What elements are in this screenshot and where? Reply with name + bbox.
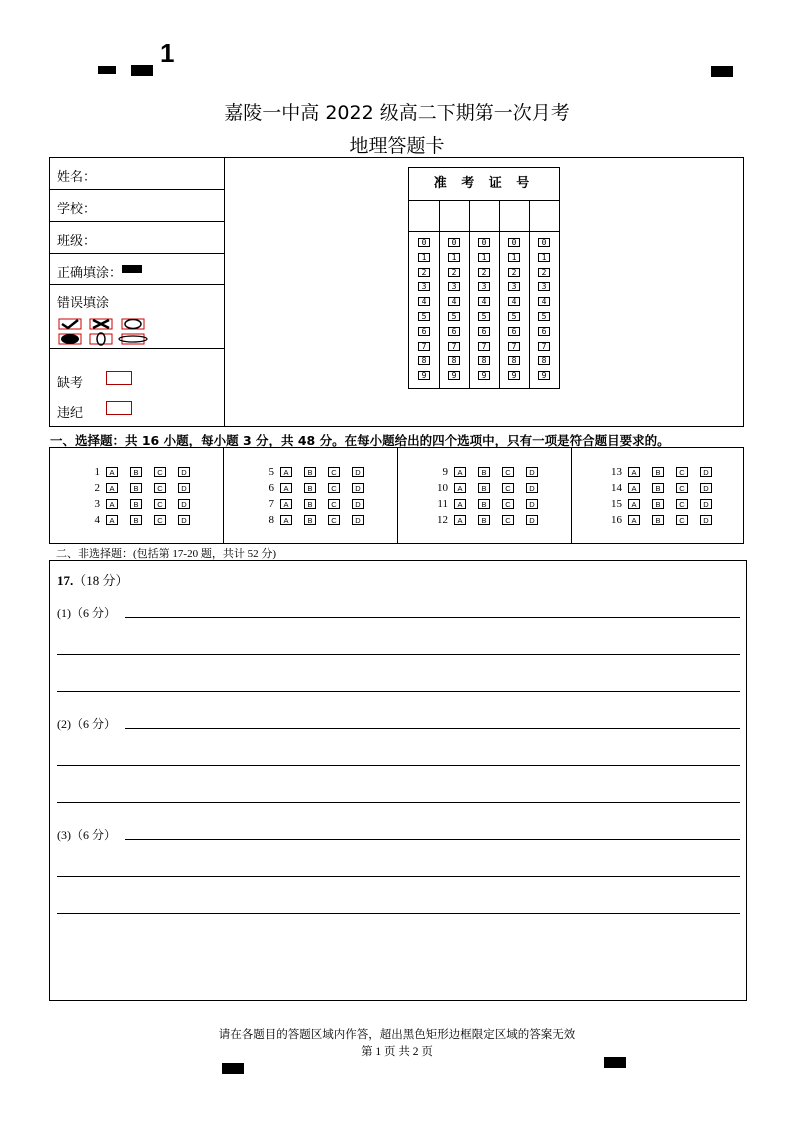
section1-title: 一、选择题：共 16 小题，每小题 3 分，共 48 分。在每小题给出的四个选项中，只有一项是符合题目要求的。 xyxy=(50,433,670,448)
student-info-box xyxy=(49,157,744,427)
registration-mark xyxy=(222,1063,244,1074)
mc-question xyxy=(437,482,544,495)
mc-option-bubble[interactable]: D xyxy=(178,499,190,509)
question-number: 17. xyxy=(57,573,74,588)
exam-id-digit-bubble[interactable]: 0 xyxy=(448,238,460,247)
mc-question-number: 16 xyxy=(611,514,622,526)
mc-option-bubble[interactable]: A xyxy=(280,483,292,493)
exam-id-digit-bubble[interactable]: 7 xyxy=(448,342,460,351)
mc-option-bubble[interactable]: A xyxy=(106,499,118,509)
divider xyxy=(571,448,572,543)
exam-id-digit-bubble[interactable]: 0 xyxy=(538,238,550,247)
exam-id-digit-bubble[interactable]: 4 xyxy=(478,297,490,306)
exam-id-digit-bubble[interactable]: 2 xyxy=(478,268,490,277)
exam-id-digit-bubble[interactable]: 5 xyxy=(418,312,430,321)
exam-id-digit-bubble[interactable]: 7 xyxy=(508,342,520,351)
mc-option-bubble[interactable]: B xyxy=(652,467,664,477)
mc-option-bubble[interactable]: B xyxy=(304,467,316,477)
mc-question-number: 7 xyxy=(268,498,274,510)
mc-option-bubble[interactable]: C xyxy=(154,483,166,493)
mc-option-bubble[interactable]: A xyxy=(628,515,640,525)
exam-id-digit-bubble[interactable]: 7 xyxy=(478,342,490,351)
school-label: 学校： xyxy=(57,202,97,217)
exam-id-write-cell[interactable] xyxy=(499,200,529,232)
exam-id-columns xyxy=(409,200,559,388)
exam-id-column xyxy=(469,200,500,388)
answer-line[interactable] xyxy=(125,839,740,840)
exam-id-digit-bubble[interactable]: 9 xyxy=(478,371,490,380)
name-label: 姓名： xyxy=(57,170,97,185)
mc-question-number: 14 xyxy=(611,482,622,494)
mc-option-bubble[interactable]: C xyxy=(676,467,688,477)
mc-option-bubble[interactable]: B xyxy=(130,515,142,525)
exam-id-digit-bubble[interactable]: 1 xyxy=(418,253,430,262)
mc-option-bubble[interactable]: C xyxy=(502,515,514,525)
mc-question xyxy=(611,466,718,479)
mc-option-bubble[interactable]: B xyxy=(304,483,316,493)
exam-id-digit-bubble[interactable]: 0 xyxy=(508,238,520,247)
exam-id-digit-bubble[interactable]: 5 xyxy=(538,312,550,321)
wrong-fill-examples-icon xyxy=(58,317,158,347)
mc-option-bubble[interactable]: D xyxy=(352,483,364,493)
exam-id-write-cell[interactable] xyxy=(409,200,439,232)
exam-id-digit-bubble[interactable]: 3 xyxy=(478,282,490,291)
mc-question-number: 15 xyxy=(611,498,622,510)
mc-option-bubble[interactable]: A xyxy=(454,483,466,493)
mc-option-bubble[interactable]: D xyxy=(700,467,712,477)
mc-question xyxy=(94,498,196,511)
exam-id-column xyxy=(439,200,470,388)
exam-id-digit-bubble[interactable]: 8 xyxy=(538,356,550,365)
exam-id-digit-bubble[interactable]: 1 xyxy=(508,253,520,262)
mc-option-bubble[interactable]: D xyxy=(178,483,190,493)
mc-option-bubble[interactable]: D xyxy=(700,515,712,525)
exam-id-column xyxy=(529,200,559,388)
registration-mark xyxy=(131,65,153,76)
mc-question-number: 13 xyxy=(611,466,622,478)
mc-question xyxy=(442,466,544,479)
exam-id-digit-bubble[interactable]: 8 xyxy=(508,356,520,365)
exam-id-digit-bubble[interactable]: 0 xyxy=(418,238,430,247)
mc-question-number: 10 xyxy=(437,482,448,494)
exam-id-digit-bubble[interactable]: 5 xyxy=(508,312,520,321)
exam-id-digit-bubble[interactable]: 1 xyxy=(538,253,550,262)
exam-id-digit-bubble[interactable]: 0 xyxy=(478,238,490,247)
mc-question-number: 8 xyxy=(268,514,274,526)
mc-option-bubble[interactable]: A xyxy=(106,515,118,525)
mc-option-bubble[interactable]: C xyxy=(502,467,514,477)
class-field[interactable] xyxy=(50,222,224,254)
mc-question-number: 12 xyxy=(437,514,448,526)
wrong-fill-row xyxy=(50,285,224,349)
mc-option-bubble[interactable]: A xyxy=(628,467,640,477)
mc-question-number: 9 xyxy=(442,466,448,478)
sheet-subtitle: 地理答题卡 xyxy=(349,135,445,157)
footer-page: 第 1 页 共 2 页 xyxy=(361,1046,433,1058)
exam-id-digit-bubble[interactable]: 1 xyxy=(448,253,460,262)
exam-id-digit-bubble[interactable]: 8 xyxy=(448,356,460,365)
mc-option-bubble[interactable]: D xyxy=(700,499,712,509)
mc-option-bubble[interactable]: A xyxy=(280,467,292,477)
divider xyxy=(397,448,398,543)
mc-option-bubble[interactable]: D xyxy=(526,467,538,477)
mc-question xyxy=(268,514,370,527)
mc-option-bubble[interactable]: D xyxy=(526,515,538,525)
exam-id-write-cell[interactable] xyxy=(529,200,559,232)
page-number-mark: 1 xyxy=(160,38,175,68)
mc-option-bubble[interactable]: C xyxy=(676,515,688,525)
divider xyxy=(223,448,224,543)
wrong-fill-label: 错误填涂 xyxy=(57,296,110,311)
mc-option-bubble[interactable]: A xyxy=(280,515,292,525)
filled-bubble-example xyxy=(122,265,142,273)
exam-id-digit-bubble[interactable]: 6 xyxy=(448,327,460,336)
correct-fill-label: 正确填涂： xyxy=(57,266,123,281)
exam-id-digit-bubble[interactable]: 6 xyxy=(508,327,520,336)
exam-id-digit-bubble[interactable]: 2 xyxy=(448,268,460,277)
mc-option-bubble[interactable]: D xyxy=(526,499,538,509)
answer-line[interactable] xyxy=(57,802,740,803)
exam-id-digit-bubble[interactable]: 6 xyxy=(418,327,430,336)
mc-option-bubble[interactable]: C xyxy=(502,483,514,493)
mc-option-bubble[interactable]: B xyxy=(304,499,316,509)
mc-option-bubble[interactable]: B xyxy=(478,483,490,493)
mc-question xyxy=(268,498,370,511)
absent-checkbox[interactable] xyxy=(106,371,132,385)
mc-option-bubble[interactable]: D xyxy=(352,515,364,525)
mc-question xyxy=(94,466,196,479)
footer-note: 请在各题目的答题区域内作答，超出黑色矩形边框限定区域的答案无效 xyxy=(218,1029,576,1041)
mc-option-bubble[interactable]: C xyxy=(154,515,166,525)
answer-line[interactable] xyxy=(57,913,740,914)
mc-option-bubble[interactable]: A xyxy=(106,483,118,493)
mc-option-bubble[interactable]: C xyxy=(328,483,340,493)
multiple-choice-box xyxy=(49,447,744,544)
absent-violation-area xyxy=(50,349,224,426)
question-17-answer-box xyxy=(49,560,747,1001)
mc-question xyxy=(268,466,370,479)
mc-option-bubble[interactable]: D xyxy=(178,467,190,477)
name-field[interactable] xyxy=(50,158,224,190)
school-field[interactable] xyxy=(50,190,224,222)
answer-line[interactable] xyxy=(125,617,740,618)
answer-line[interactable] xyxy=(57,765,740,766)
mc-question-number: 4 xyxy=(94,514,100,526)
mc-question-number: 5 xyxy=(268,466,274,478)
part-3-label: (3)（6 分） xyxy=(57,828,116,842)
absent-label: 缺考 xyxy=(57,376,84,391)
exam-id-write-cell[interactable] xyxy=(439,200,469,232)
answer-line[interactable] xyxy=(57,691,740,692)
exam-id-digit-bubble[interactable]: 6 xyxy=(538,327,550,336)
exam-id-digit-bubble[interactable]: 4 xyxy=(508,297,520,306)
mc-option-bubble[interactable]: C xyxy=(676,499,688,509)
mc-question-number: 11 xyxy=(437,498,448,510)
mc-option-bubble[interactable]: B xyxy=(652,483,664,493)
violation-label: 违纪 xyxy=(57,406,84,421)
registration-mark xyxy=(711,66,733,77)
mc-option-bubble[interactable]: A xyxy=(628,499,640,509)
exam-id-digit-bubble[interactable]: 2 xyxy=(538,268,550,277)
exam-id-digit-bubble[interactable]: 7 xyxy=(418,342,430,351)
violation-checkbox[interactable] xyxy=(106,401,132,415)
mc-question-number: 3 xyxy=(94,498,100,510)
mc-option-bubble[interactable]: A xyxy=(454,515,466,525)
mc-question xyxy=(94,514,196,527)
mc-option-bubble[interactable]: B xyxy=(130,483,142,493)
mc-question xyxy=(611,498,718,511)
exam-id-digit-bubble[interactable]: 3 xyxy=(418,282,430,291)
mc-option-bubble[interactable]: C xyxy=(154,467,166,477)
exam-id-digit-bubble[interactable]: 2 xyxy=(508,268,520,277)
part-1-label: (1)（6 分） xyxy=(57,606,116,620)
exam-id-column xyxy=(499,200,530,388)
exam-id-digit-bubble[interactable]: 8 xyxy=(418,356,430,365)
exam-id-digit-bubble[interactable]: 4 xyxy=(418,297,430,306)
registration-mark xyxy=(98,66,116,74)
mc-option-bubble[interactable]: B xyxy=(652,515,664,525)
exam-id-digit-bubble[interactable]: 5 xyxy=(478,312,490,321)
exam-id-digit-bubble[interactable]: 9 xyxy=(418,371,430,380)
exam-id-digit-bubble[interactable]: 9 xyxy=(508,371,520,380)
exam-id-digit-bubble[interactable]: 3 xyxy=(448,282,460,291)
mc-question-number: 6 xyxy=(268,482,274,494)
mc-option-bubble[interactable]: B xyxy=(478,515,490,525)
mc-question xyxy=(611,482,718,495)
exam-id-digit-bubble[interactable]: 2 xyxy=(418,268,430,277)
exam-title: 嘉陵一中高 2022 级高二下期第一次月考 xyxy=(224,102,570,124)
mc-option-bubble[interactable]: D xyxy=(352,467,364,477)
exam-id-digit-bubble[interactable]: 3 xyxy=(538,282,550,291)
mc-question xyxy=(437,514,544,527)
mc-option-bubble[interactable]: D xyxy=(700,483,712,493)
mc-option-bubble[interactable]: C xyxy=(328,499,340,509)
question-points: （18 分） xyxy=(73,573,129,588)
mc-question-number: 1 xyxy=(94,466,100,478)
mc-option-bubble[interactable]: B xyxy=(130,467,142,477)
exam-id-digit-bubble[interactable]: 3 xyxy=(508,282,520,291)
question-17-heading xyxy=(57,570,129,589)
mc-option-bubble[interactable]: C xyxy=(676,483,688,493)
part-2-label: (2)（6 分） xyxy=(57,717,116,731)
exam-id-digit-bubble[interactable]: 6 xyxy=(478,327,490,336)
mc-option-bubble[interactable]: B xyxy=(652,499,664,509)
exam-id-digit-bubble[interactable]: 5 xyxy=(448,312,460,321)
mc-option-bubble[interactable]: D xyxy=(178,515,190,525)
mc-option-bubble[interactable]: B xyxy=(130,499,142,509)
mc-option-bubble[interactable]: A xyxy=(454,499,466,509)
exam-id-digit-bubble[interactable]: 7 xyxy=(538,342,550,351)
exam-id-column xyxy=(409,200,440,388)
mc-question xyxy=(437,498,544,511)
mc-option-bubble[interactable]: A xyxy=(106,467,118,477)
mc-option-bubble[interactable]: A xyxy=(280,499,292,509)
student-info-column xyxy=(50,158,225,426)
mc-option-bubble[interactable]: D xyxy=(526,483,538,493)
exam-id-digit-bubble[interactable]: 9 xyxy=(538,371,550,380)
exam-id-header: 准 考 证 号 xyxy=(409,168,559,201)
mc-question xyxy=(611,514,718,527)
mc-option-bubble[interactable]: A xyxy=(454,467,466,477)
mc-option-bubble[interactable]: A xyxy=(628,483,640,493)
mc-option-bubble[interactable]: C xyxy=(328,467,340,477)
mc-question-number: 2 xyxy=(94,482,100,494)
answer-line[interactable] xyxy=(57,654,740,655)
section2-title: 二、非选择题：(包括第 17-20 题，共计 52 分) xyxy=(56,548,276,560)
answer-line[interactable] xyxy=(125,728,740,729)
exam-id-digit-bubble[interactable]: 8 xyxy=(478,356,490,365)
correct-fill-row xyxy=(50,254,224,285)
mc-option-bubble[interactable]: B xyxy=(478,499,490,509)
mc-option-bubble[interactable]: C xyxy=(502,499,514,509)
mc-option-bubble[interactable]: B xyxy=(478,467,490,477)
exam-id-digit-bubble[interactable]: 4 xyxy=(538,297,550,306)
exam-id-grid xyxy=(408,167,560,389)
mc-option-bubble[interactable]: D xyxy=(352,499,364,509)
mc-option-bubble[interactable]: C xyxy=(154,499,166,509)
mc-question xyxy=(94,482,196,495)
class-label: 班级： xyxy=(57,234,97,249)
exam-id-digit-bubble[interactable]: 1 xyxy=(478,253,490,262)
exam-id-write-cell[interactable] xyxy=(469,200,499,232)
answer-line[interactable] xyxy=(57,876,740,877)
exam-id-digit-bubble[interactable]: 4 xyxy=(448,297,460,306)
mc-option-bubble[interactable]: C xyxy=(328,515,340,525)
exam-id-digit-bubble[interactable]: 9 xyxy=(448,371,460,380)
mc-question xyxy=(268,482,370,495)
mc-option-bubble[interactable]: B xyxy=(304,515,316,525)
